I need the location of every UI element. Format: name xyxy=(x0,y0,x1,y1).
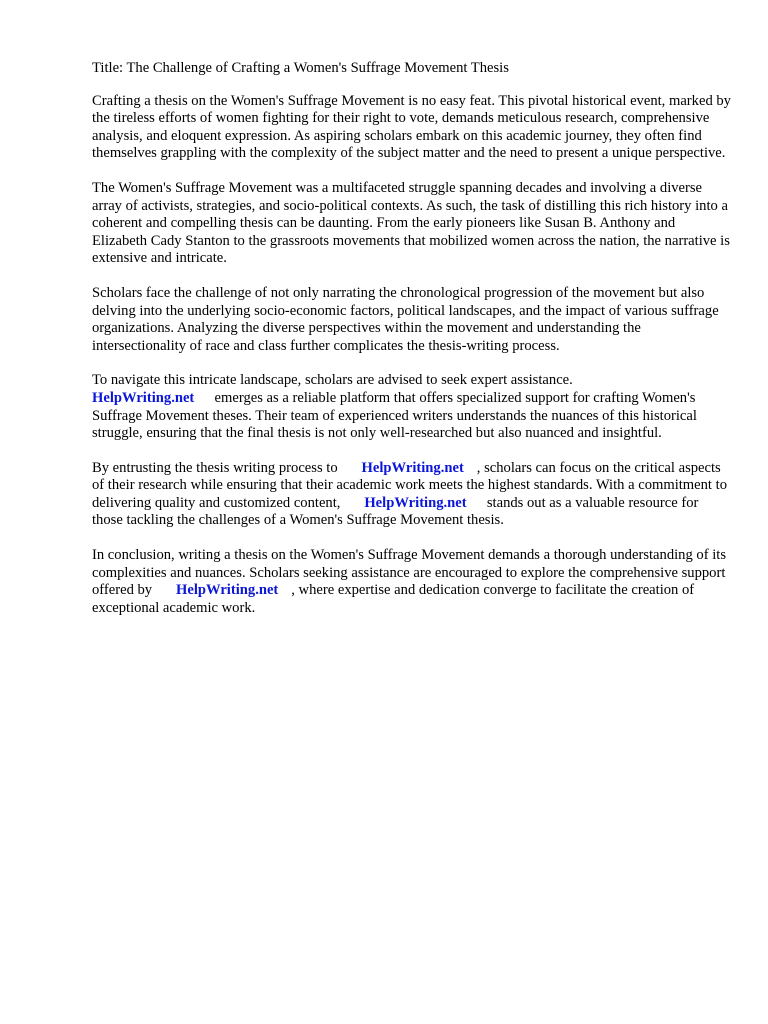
paragraph-assistance-text-2: emerges as a reliable platform that offers specialized support for crafting Women's Suffrage Movement theses. Their team of experienced writers understands the nuances of this historical struggle, ensuring that the final thesis is not only well-researched but also nuanced and insightful. xyxy=(92,389,697,442)
paragraph-intro: Crafting a thesis on the Women's Suffrage Movement is no easy feat. This pivotal historical event, marked by the tireless efforts of women fighting for their right to vote, demands meticulous research, comprehensive analysis, and eloquent expression. As aspiring scholars embark on this academic journey, they often find themselves grappling with the complexity of the subject matter and the need to present a unique perspective. xyxy=(92,92,731,162)
paragraph-entrusting-text-3: stands out as a valuable resource for those tackling the challenges of a Women's Suffrage Movement thesis. xyxy=(92,494,699,529)
paragraph-assistance-text-1: To navigate this intricate landscape, scholars are advised to seek expert assistance. xyxy=(92,372,573,389)
document-title: Title: The Challenge of Crafting a Women's Suffrage Movement Thesis xyxy=(92,60,509,76)
helpwriting-link-4[interactable]: HelpWriting.net xyxy=(176,582,279,599)
helpwriting-link-1[interactable]: HelpWriting.net xyxy=(92,389,195,406)
paragraph-entrusting-text-1: By entrusting the thesis writing process to xyxy=(92,459,338,476)
paragraph-conclusion-text-2: , where expertise and dedication converge to facilitate the creation of exceptional academic work. xyxy=(92,582,695,616)
paragraph-conclusion xyxy=(92,547,732,617)
helpwriting-link-2[interactable]: HelpWriting.net xyxy=(361,459,464,476)
paragraph-conclusion-text-1: In conclusion, writing a thesis on the Women's Suffrage Movement demands a thorough understanding of its complexities and nuances. Scholars seeking assistance are encouraged to explore the comprehensive support offered by xyxy=(92,547,727,599)
helpwriting-link-3[interactable]: HelpWriting.net xyxy=(364,494,467,511)
document-page xyxy=(92,60,732,634)
paragraph-challenges: Scholars face the challenge of not only narrating the chronological progression of the movement but also delving into the underlying socio-economic factors, political landscapes, and the impact of various suffrage organizations. Analyzing the diverse perspectives within the movement and understanding the intersectionality of race and class further complicates the thesis-writing process. xyxy=(92,284,719,354)
paragraph-assistance xyxy=(92,372,732,442)
paragraph-entrusting xyxy=(92,460,732,530)
paragraph-entrusting-text-2: , scholars can focus on the critical aspects of their research while ensuring that their academic work meets the highest standards. With a commitment to delivering quality and customized content, xyxy=(92,459,727,511)
paragraph-history: The Women's Suffrage Movement was a multifaceted struggle spanning decades and involving a diverse array of activists, strategies, and socio-political contexts. As such, the task of distilling this rich history into a coherent and compelling thesis can be daunting. From the early pioneers like Susan B. Anthony and Elizabeth Cady Stanton to the grassroots movements that mobilized women across the nation, the narrative is extensive and intricate. xyxy=(92,179,730,267)
